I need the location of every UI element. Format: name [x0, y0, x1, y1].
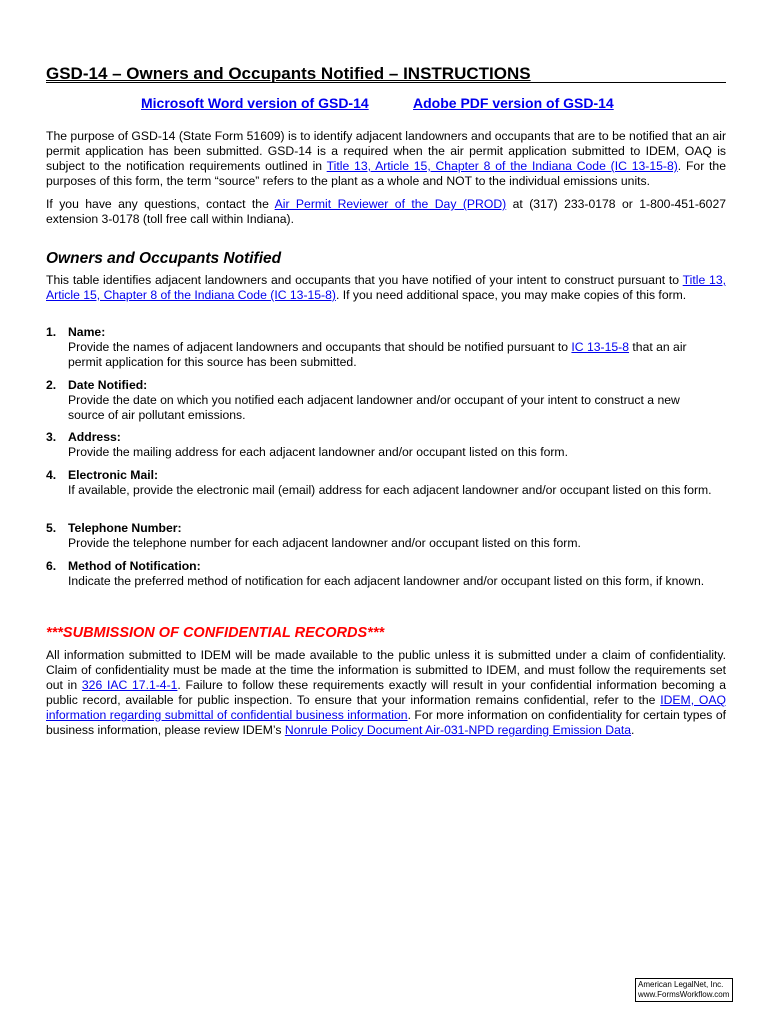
prod-link[interactable]: Air Permit Reviewer of the Day (PROD)	[274, 197, 507, 211]
intro-contact-paragraph: If you have any questions, contact the Air Permit Reviewer of the Day (PROD) at (317) 233-0178 or 1-800-451-6027 extension 3-0178 (toll free call within Indiana).	[46, 197, 727, 226]
item-ic-link[interactable]: IC 13-15-8	[571, 340, 630, 354]
confidential-heading: ***SUBMISSION OF CONFIDENTIAL RECORDS***	[46, 625, 385, 641]
confidential-paragraph: All information submitted to IDEM will be made available to the public unless it is submitted under a claim of confidentiality. Claim of confidentiality must be made at the time the information is submitted to IDEM, and must follow the requirements set out in 326 IAC 17.1-4-1. Failure to follow these requirements exactly will result in your confidential information becoming a public record, available for public inspection. To ensure that your information remains confidential, refer to the IDEM, OAQ information regarding submittal of confidential business information. For more information on confidentiality for certain types of business information, please review IDEM’s Nonrule Policy Document Air-031-NPD regarding Emission Data.	[46, 648, 726, 737]
page-title: GSD-14 – Owners and Occupants Notified – INSTRUCTIONS	[46, 64, 726, 84]
intro-purpose-paragraph: The purpose of GSD-14 (State Form 51609) is to identify adjacent landowners and occupants that are to be notified that an air permit application has been submitted. GSD-14 is a required when the air permit application submitted to IDEM, OAQ is subject to the notification requirements outlined in Title 13, Article 15, Chapter 8 of the Indiana Code (IC 13-15-8). For the purposes of this form, the term “source” refers to the plant as a whole and NOT to the individual emissions units.	[46, 129, 726, 188]
nonrule-policy-link[interactable]: Nonrule Policy Document Air-031-NPD regarding Emission Data	[284, 723, 632, 737]
cbi-info-link[interactable]: IDEM, OAQ information regarding submittal of confidential business information	[46, 693, 726, 722]
iac-link[interactable]: 326 IAC 17.1-4-1	[81, 678, 178, 692]
word-version-link[interactable]: Microsoft Word version of GSD-14	[141, 95, 369, 111]
publisher-stamp: American LegalNet, Inc. www.FormsWorkflow.com	[635, 978, 733, 1002]
section-ic-link[interactable]: Title 13, Article 15, Chapter 8 of the Indiana Code (IC 13-15-8)	[46, 273, 726, 302]
title-rule	[46, 82, 726, 83]
section-heading: Owners and Occupants Notified	[46, 250, 282, 267]
section-description: This table identifies adjacent landowners and occupants that you have notified of your intent to construct pursuant to Title 13, Article 15, Chapter 8 of the Indiana Code (IC 13-15-8). If you need additional space, you may make copies of this form.	[46, 273, 726, 302]
pdf-version-link[interactable]: Adobe PDF version of GSD-14	[413, 95, 614, 111]
ic-13-15-8-link[interactable]: Title 13, Article 15, Chapter 8 of the Indiana Code (IC 13-15-8)	[326, 159, 678, 173]
